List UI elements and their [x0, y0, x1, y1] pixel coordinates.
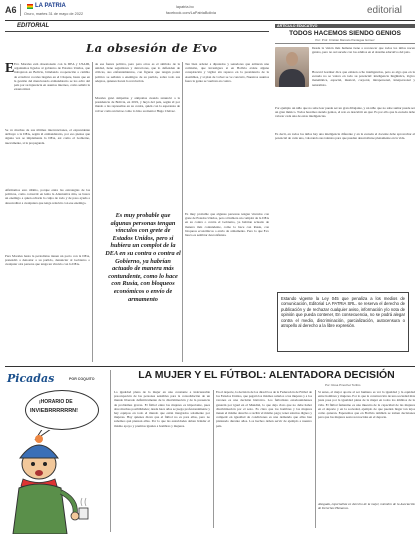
section-divider: [5, 366, 415, 367]
flag-icon: [27, 4, 33, 9]
opinion-article: [275, 24, 415, 286]
editorial-col3-a: Ten bien ordenó a diputados y senadores que armaran una comisión, que investigara si en Bolivia existe alguna conspiración y vigilar sin reparos en la presidencia de la Asamblea, y si plan de volver se ve concretó, Nuestros asuntos fuera la gente se vuelven en contra.: [185, 62, 269, 83]
character-coat: [13, 484, 67, 534]
editorial-tag: EDITORIAL: [17, 23, 50, 29]
character-eye: [43, 462, 47, 466]
cup: [79, 508, 88, 519]
steam: [81, 498, 86, 506]
editorial-col1-d: Para Morales hasta la periodistas tienen un pacto con la DEA, pretendió a denostar a su partido, denunciar al Gobierno o cualquier otra persona que tenga un vínculo con la DEA.: [5, 254, 90, 267]
author-head: [286, 52, 298, 66]
author-shoulders: [279, 69, 305, 87]
opinion-byline: Por: Prof. Cristian Marcelo Paniagua Gómez: [315, 38, 375, 42]
column-rule: [92, 62, 93, 362]
social-link[interactable]: facebook.com/LaPatriaBolivia: [166, 11, 217, 15]
opinion-body-b: Howard Gardner dice que existen ocho inteligencias, pero es algo que en la escuela no se valora en todo su potencial: inteligencia lingüística, lógico matemática, espacial, musical, corporal, intrapersonal, interpersonal y naturalista.: [312, 70, 415, 87]
editorial-tag-box: [5, 23, 269, 32]
cartoon-line-1: ¡HORARIO DE: [39, 399, 73, 405]
character-mouth: [35, 470, 43, 476]
bottom-col3: Si antes, el mejor aporte al ser humano es ver la igualdad y la equidad entre hombres y mujeres. Por lo que la construcción de una sociedad más justa pasa por la igualdad plena de la mujer en todos los ámbitos de la vida. El fútbol femenino es una muestra de la capacidad de las mujeres en el deporte y en la sociedad, ejemplo de que pueden llegar tan lejos como quieran. Esperemos que en Bolivia también se tomen decisiones para que las mujeres sean reconocidas en el deporte.: [318, 390, 415, 420]
bottom-byline: Por: Rosa Pinochet Toribio: [325, 383, 361, 387]
opinion-title: TODOS HACEMOS SIENDO GENIOS: [289, 30, 401, 37]
web-link[interactable]: lapatria.bo: [176, 5, 194, 9]
opinion-body-c: Por ejemplo un niño que no sabe leer puede ser un gran dibujante, y un niño que no sabe sumar puede ser un gran músico. Todos hacemos siendo genios, el reto es descubrir en qué. Es por ello que la escuela debe valorar cada una de estas inteligencias.: [275, 106, 415, 119]
column-rule: [213, 390, 214, 528]
logo-text: LA PATRIA: [35, 3, 66, 9]
header-divider: [20, 4, 21, 16]
issue-date: Oruro, martes 31 de mayo de 2022: [24, 12, 84, 16]
cartoon: [5, 372, 107, 534]
author-photo: [275, 47, 309, 87]
editorial-body: [5, 62, 269, 364]
editorial-col2-b: Morales ganó simpatías y antipatías cuando renunció a la presidencia de Bolivia, en 2019, y huyó del país, según él por miedo a las represalias en su contra, quién con la esperanza de volver como un héroe como lo hizo su mentor Hugo Chávez.: [95, 96, 180, 113]
cartoon-line-2: INVIEBRRRRRRN!: [30, 408, 78, 414]
notice-text: Estando vigente la Ley 045 que penaliza a los medios de comunicación, Editorial LA PATRIA SRL. se reserva el derecho de publicación y de rechazar cualquier aviso, información y/o nota de opinión que pueda contener, En consecuencia, no se podrá alegar contra el medio, discriminación, parcialización, autocensura o atropello al derecho a la libre expresión.: [281, 296, 405, 329]
bottom-title: LA MUJER Y EL FÚTBOL: ALENTADORA DECISIÓN: [138, 369, 395, 381]
pull-quote: Es muy probable que algunas personas tengan vínculos con grete de Estados Unidos, pero si hubiera un complot de la DEA en su contra o contra el Gobierno, ya habrían actuado de manera más contundente, como lo hace con Rusia, con bloqueos económicos o envío de armamento: [105, 212, 181, 303]
editorial-col2-a: de esa fuerza política, pero para otros es el símbolo de la unidad, tiene seguidores y detractores, que lo defienden de críticas, sus enfrentamientos, con figuras que tengan poder político se señalan a enemigos de su partido, sobre todo sus adeptos, quienes hacen la revolución.: [95, 62, 180, 83]
cartoon-illustration: [5, 430, 107, 534]
character-hand: [71, 512, 79, 520]
editorial-col3-b: Es muy probable que algunas personas tengan vínculos con grete de Estados Unidos, pero si hubiera un complot de la DEA en su contra o contra el Gobierno, ya habrían actuado de manera más contundente, como lo hace con Rusia, con bloqueos económicos o envío de armamento. Pero lo que Evo busca es sembrar desconfianza.: [185, 212, 269, 238]
bottom-body: [114, 390, 416, 532]
opinion-tag: ARTÍCULO EDUCATIVO: [275, 24, 415, 28]
opinion-body-d: Es decir, en todos los niños hay una inteligencia diferente y en la escuela el docente debe aprovechar el potencial de cada uno, valorando sus talentos para que puedan desarrollarse plenamente en la vida.: [275, 132, 415, 141]
editorial-col1-c: Afirmamos esto último, porque entre las estrategias de las políticas, como convertir en lema la Alternativa mía, se busca un enemigo a quien echarle la culpa de todo y de paso ayuda a desacreditar a cualquiera que tenga relación con ese enemigo.: [5, 188, 90, 205]
legal-notice: [277, 292, 409, 352]
section-name: editorial: [367, 5, 403, 16]
editorial-title: La obsesión de Evo: [86, 41, 218, 55]
column-rule: [182, 62, 183, 362]
drop-cap: E: [5, 61, 15, 76]
header-rule: [5, 20, 415, 21]
hat-pompom: [35, 435, 43, 443]
cartoon-name: Picadas: [7, 372, 55, 385]
cartoon-divider: [110, 370, 111, 532]
opinion-body-a: Desde la visión más humana tiene a reconocer que todos los niños nacen genios, pero no así sucede con los adultos en el sistema educativo del país.: [312, 46, 415, 55]
column-rule: [315, 390, 316, 528]
editorial-col1-b: Se ve muchas de sus últimas intervenciones, el expresidente atribuye a la DEA, según él exmandatario, por eso piensa que alguna vez se implemente la DEA, así como el Gobierno, nuevamente, si la propaganda.: [5, 128, 90, 145]
newspaper-logo: [27, 3, 66, 11]
page-label: A6: [5, 5, 17, 15]
page-header: [0, 0, 420, 20]
bottom-col2: En el deporte, la decisión de los directivos de la Federación de Fútbol de los Estados Unidos, que pagará los mismos salarios a las mujeres y a los varones es una decisión histórica. Los futbolistas estadounidenses ganarán por igual en el Mundial, lo que deja claro que no debe haber discriminación por el sexo. Es claro que los hombres y las mujeres tienen el mismo derecho a recibir el mismo pago; tener salarios dignos y competir en igualdad de condiciones es una demanda que ellas han planteado durante años. Los hechos deben servir de ejemplo a nuestro país.: [216, 390, 312, 428]
character-eye: [31, 462, 35, 466]
opinion-rule: [275, 43, 415, 44]
bottom-footer-note: Abogada, especialista en derecho de la mujer, miembro de la Asociación de Derechos Humanos.: [318, 502, 415, 511]
editorial-col1-a: Evo Morales está obsesionado con la DEA y USAID, organismos ligados al gobierno de Estados Unidos, que trabajaron en Bolivia, brindando cooperación a cambio de erradicar cocales ilegales en el Chapare, hasta que en la gestión del mencionado exmandatario se los echó del país por su injerencia en asuntos internos, como señaló la exautoridad.: [14, 62, 90, 92]
character-hat: [20, 445, 58, 458]
bottom-col1: La igualdad plena de la mujer en una constante e inalcanzable preocupación de las personas sensibles para la consolidación de un mundo liberado definitivamente de la discriminación y de la presencia de problemas graves. El fútbol entre las mujeres es importante, pues abre muchas posibilidades; desde hace años se juega profesionalmente y hay equipos en todo el mundo que están integrados solamente por mujeres. Hay quienes dicen que el fútbol no es para ellas, pero no sabemos qué piensan ellas. Por lo que las autoridades deben brindar el mismo apoyo y premios iguales a hombres y mujeres.: [114, 390, 210, 428]
cartoon-credit: POR COQUITO: [69, 377, 95, 381]
